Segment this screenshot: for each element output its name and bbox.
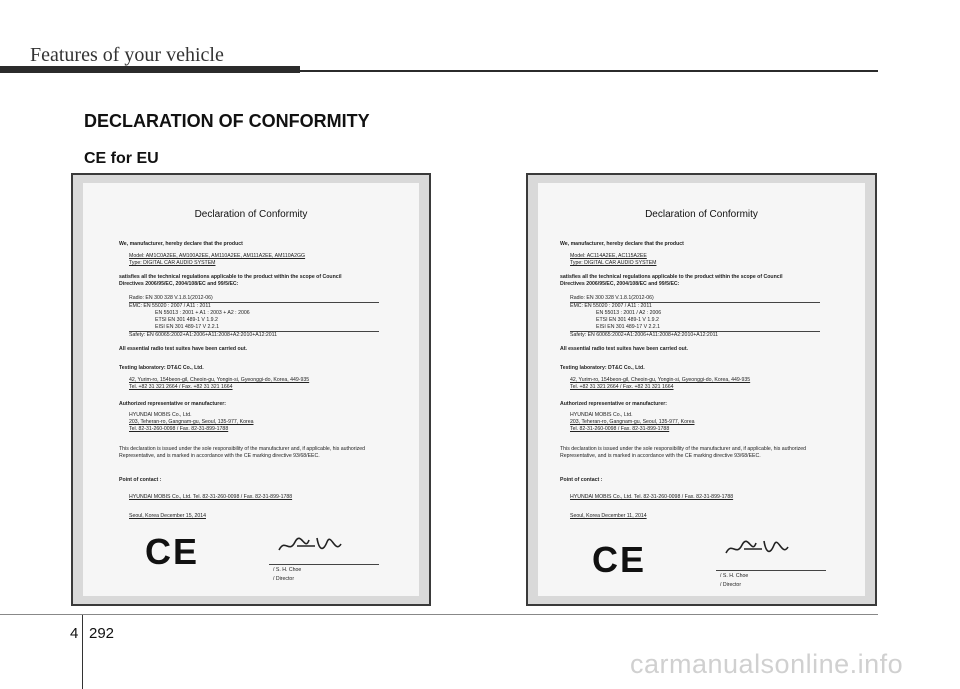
doc-place-date: Seoul, Korea December 11, 2014 [570,513,647,519]
doc-title: Declaration of Conformity [194,209,308,220]
doc-intro: We, manufacturer, hereby declare that the product [119,241,243,247]
doc-representative: Authorized representative or manufacturer: [119,401,226,407]
doc-signer-role: / Director [273,576,295,582]
signature-line [269,564,379,565]
doc-lab-address: 42, Yurim-ro, 154beon-gil, Cheoin-gu, Yongin-si, Gyeonggi-do, Korea, 449-935 [129,377,310,383]
doc-rep-name: HYUNDAI MOBIS Co., Ltd. [570,412,633,418]
doc-signer: / S. H. Choe [720,573,749,579]
declaration-document-2 [538,183,865,596]
doc-contact-label: Point of contact : [560,477,603,483]
doc-etsi1: ETSI EN 301 489-1 V 1.9.2 [596,317,659,323]
header-title: Features of your vehicle [30,44,224,66]
doc-tests: All essential radio test suites have been carried out. [119,346,248,352]
doc-satisfies: satisfies all the technical regulations applicable to the product within the scope of Council [560,274,783,280]
doc-emc: EMC: EN 55020 : 2007 / A11 : 2011 [129,303,211,309]
doc-declaration-line-1: This declaration is issued under the sole responsibility of the manufacturer and, if applicable, his authorized [560,446,806,452]
doc-declaration-line-2: Representative, and is marked in accordance with the CE marking directive 93/68/EEC. [560,453,761,459]
doc-emc: EMC: EN 55020 : 2007 / A11 : 2011 [570,303,652,309]
page-number: 292 [89,625,115,642]
doc-emc2: EN 55013 : 2001 / A2 : 2006 [596,310,662,316]
declaration-sheet [83,183,419,596]
declaration-image-left [71,173,431,606]
doc-type: Type: DIGITAL CAR AUDIO SYSTEM [570,260,657,266]
doc-etsi2: EISI EN 301 489-17 V 2.2.1 [155,324,220,330]
doc-lab-tel: Tel. +82 31 321 2664 / Fax. +82 31 321 1664 [129,384,233,390]
doc-title: Declaration of Conformity [645,209,758,220]
section-title: DECLARATION OF CONFORMITY [84,111,370,131]
declaration-document-1 [83,183,419,596]
doc-rep-tel: Tel. 82-31-260-0098 / Fax. 82-31-899-1788 [570,426,670,432]
ce-mark: CE [145,531,200,572]
header-rule-thick [0,66,300,73]
doc-declaration-line-1: This declaration is issued under the sole responsibility of the manufacturer and, if applicable, his authorized [119,446,365,452]
doc-contact-line: HYUNDAI MOBIS Co., Ltd. Tel. 82-31-260-0098 / Fax. 82-31-899-1788 [129,494,293,500]
doc-tests: All essential radio test suites have been carried out. [560,346,689,352]
footer-rule [0,614,878,615]
doc-rep-address: 203, Teheran-ro, Gangnam-gu, Seoul, 135-977, Korea [129,419,254,425]
header-rule-thin [300,70,878,72]
chapter-number: 4 [70,625,79,642]
doc-lab-tel: Tel. +82 31 321 2664 / Fax. +82 31 321 1664 [570,384,674,390]
doc-rep-tel: Tel. 82-31-260-0098 / Fax. 82-31-899-1788 [129,426,229,432]
declaration-sheet [538,183,865,596]
doc-emc2: EN 55013 : 2001 + A1 : 2003 + A2 : 2006 [155,310,250,316]
doc-contact-label: Point of contact : [119,477,162,483]
doc-satisfies: satisfies all the technical regulations applicable to the product within the scope of Council [119,274,342,280]
ce-mark: CE [592,539,647,580]
doc-representative: Authorized representative or manufacturer: [560,401,667,407]
doc-radio: Radio: EN 300 328 V.1.8.1(2012-06) [570,295,654,301]
section-subtitle: CE for EU [84,150,159,167]
watermark: carmanualsonline.info [630,649,904,679]
doc-signer-role: / Director [720,582,742,588]
doc-rep-address: 203, Teheran-ro, Gangnam-gu, Seoul, 135-977, Korea [570,419,695,425]
doc-signer: / S. H. Choe [273,567,302,573]
doc-type: Type: DIGITAL CAR AUDIO SYSTEM [129,260,216,266]
declaration-image-right [526,173,877,606]
doc-etsi2: EISI EN 301 489-17 V 2.2.1 [596,324,661,330]
doc-place-date: Seoul, Korea December 15, 2014 [129,513,206,519]
doc-safety: Safety: EN 60065:2002+A1:2006+A11:2008+A2:2010+A12:2011 [570,332,719,338]
signature-icon [275,532,345,562]
doc-model: Model: AM1C0A2EE, AM100A2EE, AM110A2EE, AM111A2EE, AM110A2GG [129,253,306,259]
signature-line [716,570,826,571]
doc-contact-line: HYUNDAI MOBIS Co., Ltd. Tel. 82-31-260-0098 / Fax. 82-31-899-1788 [570,494,734,500]
doc-etsi1: ETSI EN 301 489-1 V 1.9.2 [155,317,218,323]
doc-model: Model: AC114A2EE, AC115A2EE [570,253,647,259]
doc-radio: Radio: EN 300 328 V.1.8.1(2012-06) [129,295,213,301]
doc-lab: Testing laboratory: DT&C Co., Ltd. [560,365,645,371]
footer-divider [82,615,83,689]
doc-lab: Testing laboratory: DT&C Co., Ltd. [119,365,204,371]
doc-directives: Directives 2006/95/EC, 2004/108/EC and 99/5/EC: [560,281,680,287]
doc-safety: Safety: EN 60065:2002+A1:2006+A11:2008+A2:2010+A12:2011 [129,332,278,338]
signature-icon [722,535,792,565]
doc-lab-address: 42, Yurim-ro, 154beon-gil, Cheoin-gu, Yongin-si, Gyeonggi-do, Korea, 449-935 [570,377,751,383]
doc-directives: Directives 2006/95/EC, 2004/108/EC and 99/5/EC: [119,281,239,287]
doc-intro: We, manufacturer, hereby declare that the product [560,241,684,247]
doc-rep-name: HYUNDAI MOBIS Co., Ltd. [129,412,192,418]
doc-declaration-line-2: Representative, and is marked in accordance with the CE marking directive 93/68/EEC. [119,453,320,459]
